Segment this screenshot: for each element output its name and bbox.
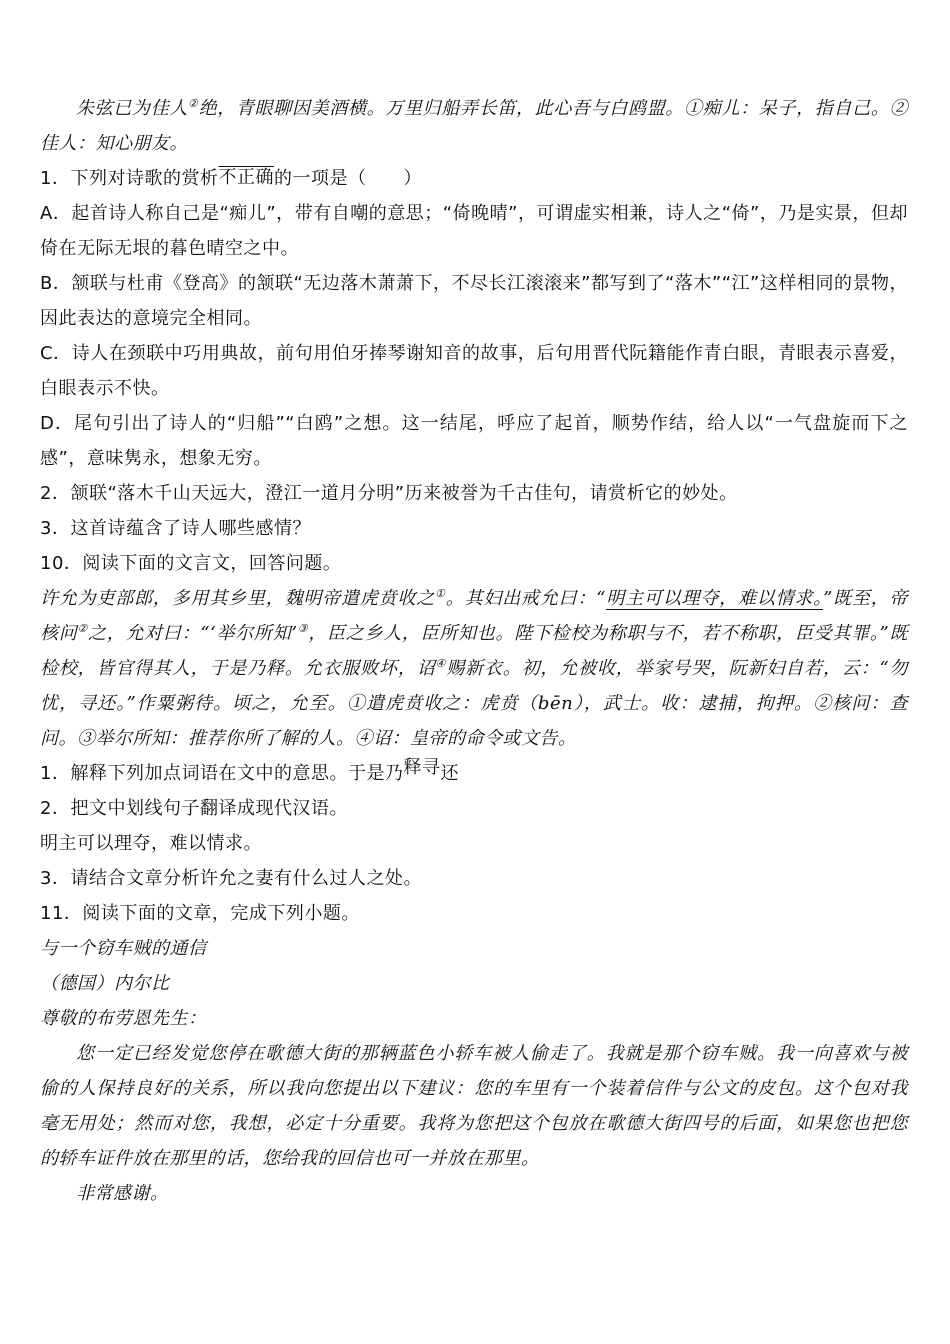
- letter-salutation: 尊敬的布劳恩先生：: [40, 1008, 207, 1029]
- passage-part-4: 之，允对曰：“‘举尔所知’: [88, 623, 298, 644]
- footnote-marker-1: ①: [435, 587, 446, 600]
- passage-part-1: 许允为吏部郎，多用其乡里，魏明帝遣虎贲收之: [40, 588, 436, 609]
- poem-notes-text: 绝，青眼聊因美酒横。万里归船弄长笛，此心吾与白鸥盟。①痴儿：呆子，指自己。②佳人：知心朋友。: [40, 98, 909, 154]
- translation-sentence: 明主可以理夺，难以情求。: [40, 833, 262, 854]
- footnote-marker-3: ③: [297, 622, 309, 635]
- question-1-prefix: 1．下列对诗歌的赏析: [40, 168, 219, 189]
- option-b: B．颔联与杜甫《登高》的颔联“无边落木萧萧下，不尽长江滚滚来”都写到了“落木”“江”这样相同的景物，因此表达的意境完全相同。: [40, 273, 908, 329]
- poem-text: 朱弦已为佳人: [76, 98, 189, 119]
- letter-thanks: 非常感谢。: [76, 1183, 169, 1204]
- article-author: （德国）内尔比: [40, 973, 170, 994]
- question-3: 3．这首诗蕴含了诗人哪些感情？: [40, 518, 311, 539]
- article-title: 与一个窃车贼的通信: [40, 938, 207, 959]
- question-11: 11．阅读下面的文章，完成下列小题。: [40, 903, 360, 924]
- question-10: 10．阅读下面的文言文，回答问题。: [40, 553, 342, 574]
- passage-question-1: [40, 756, 908, 791]
- question-2: 2．颔联“落木千山天远大，澄江一道月分明”历来被誉为千古佳句，请赏析它的妙处。: [40, 483, 738, 504]
- dotted-word-shi: 释: [403, 757, 422, 778]
- option-d: D．尾句引出了诗人的“归船”“白鸥”之想。这一结尾，呼应了起首，顺势作结，给人以“一气盘旋而下之感”，意味隽永，想象无穷。: [40, 413, 908, 469]
- passage-question-2: 2．把文中划线句子翻译成现代汉语。: [40, 798, 348, 819]
- passage-part-3: ”既至，帝核问: [40, 588, 909, 644]
- footnote-marker-4: ④: [435, 657, 447, 670]
- passage-question-1-tail: 还: [440, 763, 459, 784]
- poem-and-notes-line: [40, 91, 908, 161]
- classical-passage: [40, 581, 908, 756]
- passage-question-3: 3．请结合文章分析许允之妻有什么过人之处。: [40, 868, 422, 889]
- passage-part-6: 赐新衣。初，允被收，举家号哭，阮新妇自若，云：“勿忧，寻还。”作粟粥待。顷之，允至。①遣虎贲收之：虎贲（bēn），武士。收：逮捕，拘押。②核问：查问。③举尔所知：推荐你所了解的人。④诏：皇帝的命令或文告。: [40, 658, 908, 749]
- dotted-word-xun: 寻: [421, 757, 441, 778]
- passage-part-5: ，臣之乡人，臣所知也。陛下检校为称职与不，若不称职，臣受其罪。”既检校，皆官得其人，于是乃释。允衣服败坏，诏: [40, 623, 908, 679]
- question-1-suffix: 的一项是（ ）: [273, 168, 422, 189]
- passage-part-2: 。其妇出戒允曰：“: [445, 588, 606, 609]
- footnote-marker-2: ②: [188, 97, 199, 110]
- question-1: [40, 161, 908, 196]
- passage-question-1-text: 1．解释下列加点词语在文中的意思。于是乃: [40, 763, 404, 784]
- option-c: C．诗人在颈联中巧用典故，前句用伯牙捧琴谢知音的故事，后句用晋代阮籍能作青白眼，青眼表示喜爱，白眼表示不快。: [40, 343, 908, 399]
- footnote-marker-2b: ②: [77, 622, 89, 635]
- question-1-emphasis: 不正确: [218, 167, 274, 188]
- option-a: A．起首诗人称自己是“痴儿”，带有自嘲的意思；“倚晚晴”，可谓虚实相兼，诗人之“倚”，乃是实景，但却倚在无际无垠的暮色晴空之中。: [40, 203, 908, 259]
- letter-body: 您一定已经发觉您停在歌德大街的那辆蓝色小轿车被人偷走了。我就是那个窃车贼。我一向喜欢与被偷的人保持良好的关系，所以我向您提出以下建议：您的车里有一个装着信件与公文的皮包。这个包对我毫无用处；然而对您，我想，必定十分重要。我将为您把这个包放在歌德大街四号的后面，如果您也把您的轿车证件放在那里的话，您给我的回信也可一并放在那里。: [40, 1043, 908, 1169]
- underlined-sentence: 明主可以理夺，难以情求。: [605, 588, 824, 609]
